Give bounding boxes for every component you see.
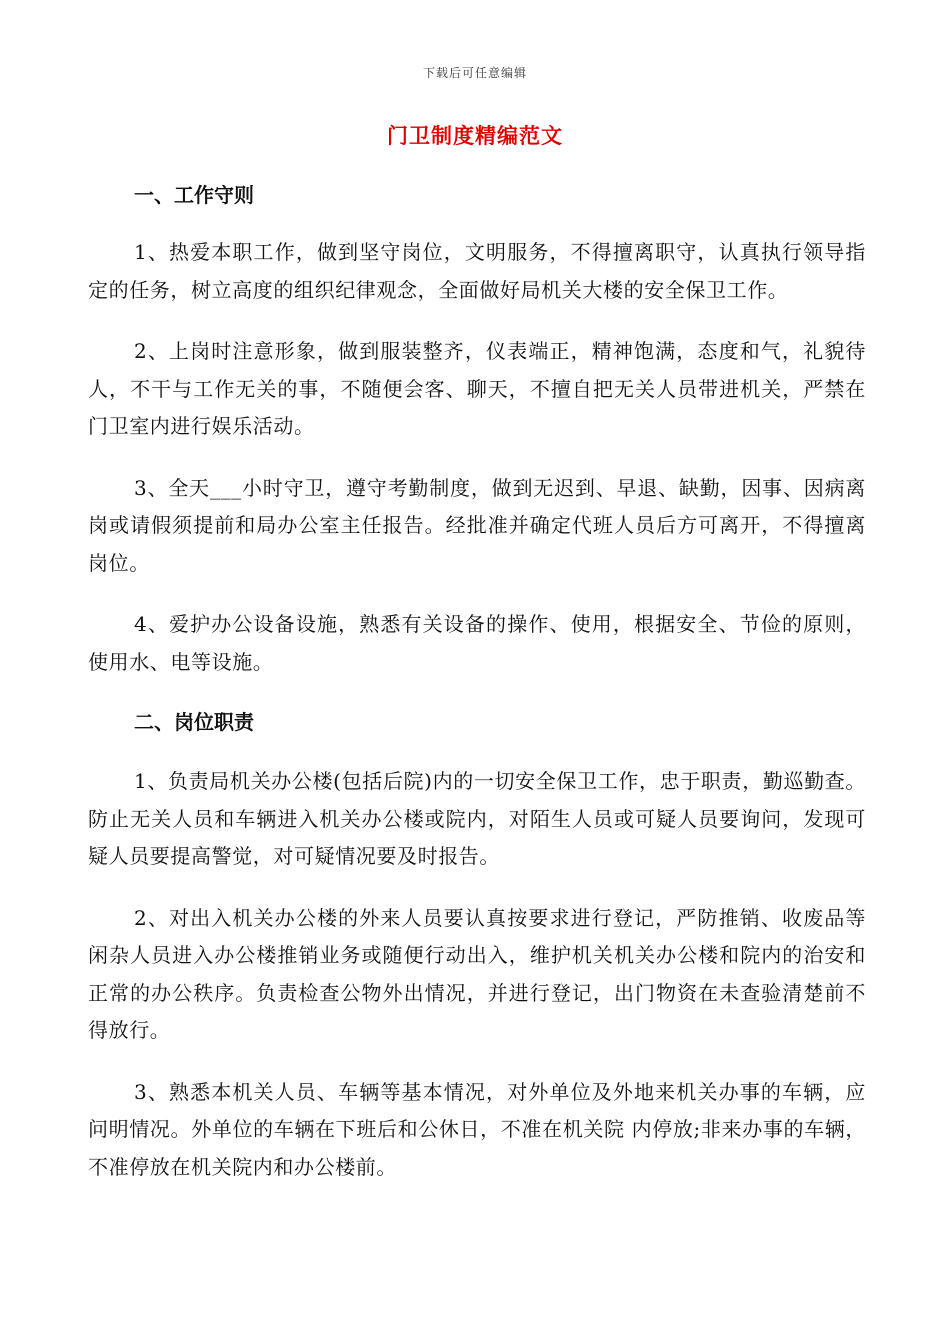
paragraph: 3、熟悉本机关人员、车辆等基本情况，对外单位及外地来机关办事的车辆，应问明情况。外单位的车辆在下班后和公休日，不准在机关院 内停放;非来办事的车辆，不准停放在机关院内和办公楼前。 (88, 1079, 866, 1179)
paragraph: 2、上岗时注意形象，做到服装整齐，仪表端正，精神饱满，态度和气，礼貌待人，不干与工作无关的事，不随便会客、聊天，不擅自把无关人员带进机关，严禁在门卫室内进行娱乐活动。 (88, 339, 866, 438)
paragraph: 3、全天___小时守卫，遵守考勤制度，做到无迟到、早退、缺勤，因事、因病离岗或请假须提前和局办公室主任报告。经批准并确定代班人员后方可离开，不得擅离岗位。 (88, 475, 866, 575)
header-note: 下载后可任意编辑 (422, 66, 527, 80)
document-title: 门卫制度精编范文 (387, 123, 563, 148)
document-body (88, 178, 866, 1210)
paragraph: 2、对出入机关办公楼的外来人员要认真按要求进行登记，严防推销、收废品等闲杂人员进入办公楼推销业务或随便行动出入，维护机关机关办公楼和院内的治安和正常的办公秩序。负责检查公物外出情况，并进行登记，出门物资在未查验清楚前不得放行。 (88, 905, 866, 1042)
paragraph: 4、爱护办公设备设施，熟悉有关设备的操作、使用，根据安全、节俭的原则，使用水、电等设施。 (88, 612, 866, 674)
paragraph: 1、负责局机关办公楼(包括后院)内的一切安全保卫工作，忠于职责，勤巡勤查。防止无关人员和车辆进入机关办公楼或院内，对陌生人员或可疑人员要询问，发现可疑人员要提高警觉，对可疑情况要及时报告。 (88, 769, 866, 868)
paragraph: 1、热爱本职工作，做到坚守岗位，文明服务，不得擅离职守，认真执行领导指定的任务，树立高度的组织纪律观念，全面做好局机关大楼的安全保卫工作。 (88, 240, 866, 302)
section-heading-job-duties: 二、岗位职责 (134, 710, 254, 734)
section-heading-work-rules: 一、工作守则 (134, 183, 254, 207)
